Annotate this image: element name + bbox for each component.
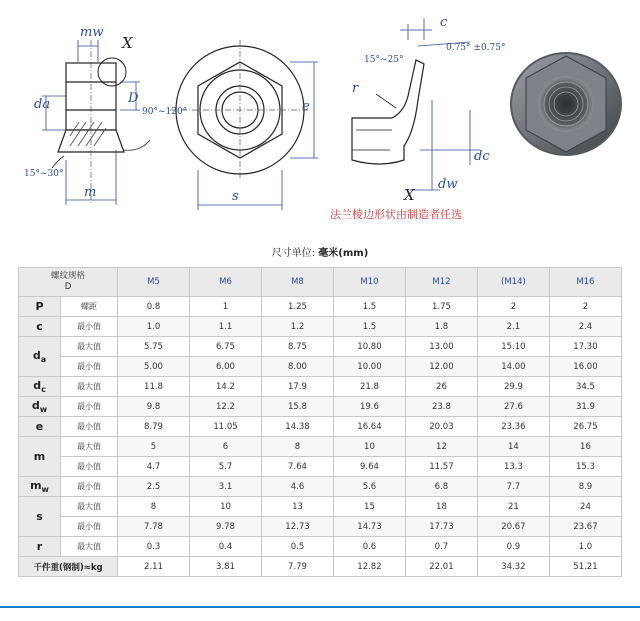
label-r: r [352,81,359,96]
header-size: M12 [405,268,477,297]
row-symbol [19,317,61,337]
nut-photo [510,52,622,156]
label-da: da [34,97,51,112]
label-c: c [440,15,448,30]
table-cell: 6 [190,437,262,457]
table-cell: 5.6 [333,477,405,497]
table-row [19,537,622,557]
table-cell: 7.78 [118,517,190,537]
table-cell: 15.8 [261,397,333,417]
header-spec-label: 螺纹规格 [51,271,86,281]
row-sublabel: 最小值 [61,517,118,537]
table-cell: 8 [261,437,333,457]
label-s: s [232,189,239,204]
table-cell: 15 [333,497,405,517]
table-cell: 7.7 [477,477,549,497]
table-header-row [19,268,622,297]
table-cell: 12.73 [261,517,333,537]
table-cell: 1.1 [190,317,262,337]
table-cell: 12 [405,437,477,457]
table-cell: 17.30 [549,337,621,357]
row-symbol-letter: c [36,320,43,333]
row-symbol-letter: r [36,540,43,553]
row-sublabel: 最小值 [61,397,118,417]
row-symbol-subscript: w [41,485,49,495]
table-cell: 27.6 [477,397,549,417]
table-row [19,477,622,497]
table-cell: 1.25 [261,297,333,317]
header-size: M8 [261,268,333,297]
row-symbol [19,437,61,477]
table-cell: 10 [333,437,405,457]
table-cell: 16.64 [333,417,405,437]
table-cell: 0.9 [477,537,549,557]
table-cell: 18 [405,497,477,517]
table-cell: 0.5 [261,537,333,557]
table-cell: 5 [118,437,190,457]
table-cell: 23.8 [405,397,477,417]
table-cell: 6.75 [190,337,262,357]
table-row [19,457,622,477]
table-cell: 1.75 [405,297,477,317]
table-cell: 1.5 [333,317,405,337]
table-cell: 1.5 [333,297,405,317]
table-cell: 4.6 [261,477,333,497]
row-sublabel: 最小值 [61,417,118,437]
table-cell: 8.79 [118,417,190,437]
table-row [19,317,622,337]
weight-cell: 51.21 [549,557,621,577]
weight-cell: 34.32 [477,557,549,577]
row-sublabel: 最小值 [61,477,118,497]
table-cell: 29.9 [477,377,549,397]
table-row [19,437,622,457]
row-symbol-subscript: c [41,385,46,395]
technical-drawing [0,0,640,240]
header-size: (M14) [477,268,549,297]
table-cell: 1 [190,297,262,317]
table-cell: 5.75 [118,337,190,357]
row-symbol-letter: d [32,348,41,362]
bottom-rule [0,606,640,608]
row-sublabel: 最大值 [61,377,118,397]
table-cell: 9.64 [333,457,405,477]
table-cell: 2 [477,297,549,317]
table-body [19,297,622,577]
table-cell: 2.5 [118,477,190,497]
label-dc: dc [474,149,490,164]
table-cell: 24 [549,497,621,517]
label-tolerance: 0.75° ±0.75° [446,43,506,53]
table-cell: 12.2 [190,397,262,417]
table-cell: 3.1 [190,477,262,497]
header-size: M6 [190,268,262,297]
header-size: M16 [549,268,621,297]
weight-cell: 22.01 [405,557,477,577]
label-e: e [302,99,310,114]
table-cell: 10 [190,497,262,517]
unit-line [0,244,640,259]
table-cell: 8.9 [549,477,621,497]
table-cell: 9.78 [190,517,262,537]
table-cell: 8.75 [261,337,333,357]
table-cell: 11.05 [190,417,262,437]
table-row [19,357,622,377]
table-cell: 21.8 [333,377,405,397]
table-cell: 6.00 [190,357,262,377]
label-angle-flange: 90°~120° [142,107,188,117]
table-cell: 19.6 [333,397,405,417]
table-cell: 1.0 [118,317,190,337]
label-angle-top: 15°~25° [364,55,404,65]
table-cell: 4.7 [118,457,190,477]
table-cell: 0.6 [333,537,405,557]
row-symbol-letter: m [33,450,46,463]
table-cell: 31.9 [549,397,621,417]
table-cell: 13.00 [405,337,477,357]
row-symbol [19,297,61,317]
table-cell: 14.2 [190,377,262,397]
table-cell: 1.8 [405,317,477,337]
table-row [19,417,622,437]
table-cell: 14 [477,437,549,457]
row-symbol-letter: e [35,420,44,433]
row-sublabel: 最大值 [61,497,118,517]
header-size: M5 [118,268,190,297]
weight-cell: 7.79 [261,557,333,577]
row-symbol [19,477,61,497]
table-cell: 17.9 [261,377,333,397]
table-cell: 14.73 [333,517,405,537]
table-cell: 0.8 [118,297,190,317]
row-symbol-letter: d [31,398,40,412]
table-cell: 7.64 [261,457,333,477]
table-cell: 5.00 [118,357,190,377]
table-cell: 1.2 [261,317,333,337]
spec-table [18,267,622,577]
table-cell: 6.8 [405,477,477,497]
table-cell: 12.00 [405,357,477,377]
table-row [19,497,622,517]
table-cell: 16 [549,437,621,457]
label-angle-bottom: 15°~30° [24,169,64,179]
row-sublabel: 最小值 [61,317,118,337]
row-symbol-subscript: w [39,405,48,415]
row-sublabel: 螺距 [61,297,118,317]
row-symbol [19,417,61,437]
table-cell: 2 [549,297,621,317]
header-d-label: D [64,282,72,292]
label-x-left: X [122,34,133,52]
table-row [19,517,622,537]
unit-label: 尺寸单位: [271,248,316,259]
weight-row [19,557,622,577]
row-symbol-letter: P [35,300,44,313]
flange-shape-note: 法兰棱边形状由制造者任选 [330,208,462,221]
table-cell: 10.00 [333,357,405,377]
row-sublabel: 最大值 [61,537,118,557]
row-sublabel: 最大值 [61,437,118,457]
table-cell: 23.36 [477,417,549,437]
weight-label: 千件重(钢制)≈kg [19,557,118,577]
label-mw: mw [80,25,104,40]
label-m: m [84,185,97,200]
table-cell: 20.03 [405,417,477,437]
table-cell: 15.10 [477,337,549,357]
weight-cell: 2.11 [118,557,190,577]
table-cell: 0.4 [190,537,262,557]
table-row [19,337,622,357]
table-cell: 20.67 [477,517,549,537]
table-cell: 11.57 [405,457,477,477]
table-cell: 15.3 [549,457,621,477]
row-symbol-letter: d [33,378,42,392]
row-symbol [19,337,61,377]
table-cell: 10.80 [333,337,405,357]
table-cell: 0.3 [118,537,190,557]
row-sublabel: 最小值 [61,457,118,477]
table-cell: 26.75 [549,417,621,437]
weight-cell: 12.82 [333,557,405,577]
table-row [19,297,622,317]
row-sublabel: 最小值 [61,357,118,377]
table-cell: 23.67 [549,517,621,537]
table-row [19,397,622,417]
header-size: M10 [333,268,405,297]
row-sublabel: 最大值 [61,337,118,357]
side-view [42,40,150,205]
label-D: D [128,91,139,106]
table-cell: 34.5 [549,377,621,397]
table-cell: 26 [405,377,477,397]
table-cell: 17.73 [405,517,477,537]
row-symbol [19,377,61,397]
row-symbol-letter: s [36,510,43,523]
table-cell: 14.00 [477,357,549,377]
table-cell: 21 [477,497,549,517]
table-cell: 5.7 [190,457,262,477]
unit-value: 毫米(mm) [318,248,369,259]
row-symbol-letter: m [30,478,42,492]
row-symbol-subscript: a [40,355,47,365]
table-cell: 9.8 [118,397,190,417]
table-cell: 0.7 [405,537,477,557]
row-symbol [19,537,61,557]
weight-cell: 3.81 [190,557,262,577]
table-cell: 13 [261,497,333,517]
table-cell: 2.1 [477,317,549,337]
table-cell: 2.4 [549,317,621,337]
label-x-right: X [404,186,415,204]
table-cell: 13.3 [477,457,549,477]
row-symbol [19,497,61,537]
row-symbol [19,397,61,417]
table-row [19,377,622,397]
table-cell: 8 [118,497,190,517]
header-spec [19,268,118,297]
label-dw: dw [438,177,458,192]
table-cell: 16.00 [549,357,621,377]
top-view [170,40,318,210]
table-cell: 14.38 [261,417,333,437]
table-cell: 11.8 [118,377,190,397]
table-cell: 8.00 [261,357,333,377]
table-cell: 1.0 [549,537,621,557]
